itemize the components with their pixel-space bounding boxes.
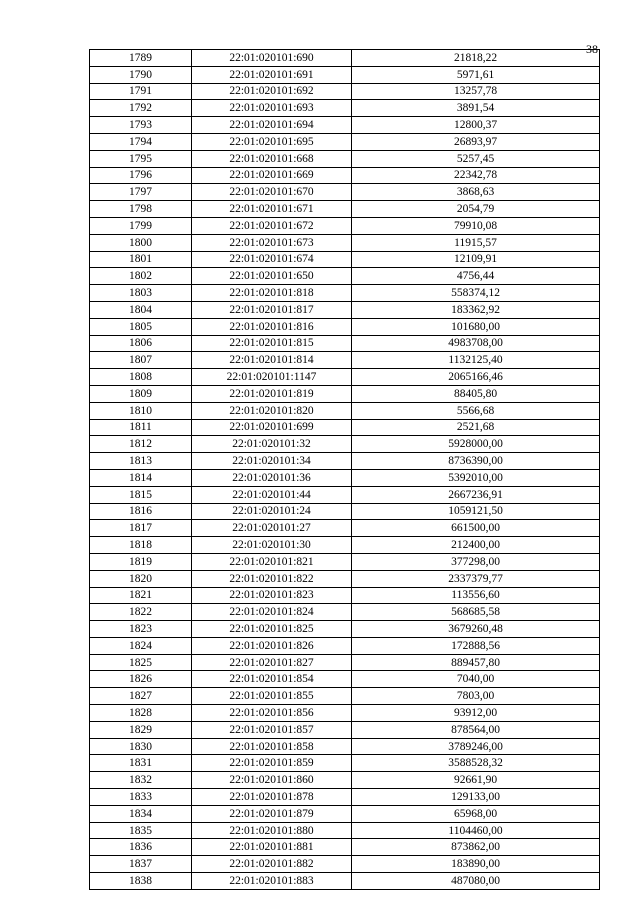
row-number-cell: 1799	[90, 217, 192, 234]
table-row	[90, 100, 600, 117]
table-row	[90, 637, 600, 654]
table-row	[90, 335, 600, 352]
value-cell: 3789246,00	[352, 738, 600, 755]
value-cell: 101680,00	[352, 318, 600, 335]
table-row	[90, 503, 600, 520]
row-number-cell: 1838	[90, 873, 192, 890]
row-number-cell: 1821	[90, 587, 192, 604]
cadastral-number-cell: 22:01:020101:816	[192, 318, 352, 335]
row-number-cell: 1806	[90, 335, 192, 352]
row-number-cell: 1804	[90, 301, 192, 318]
row-number-cell: 1831	[90, 755, 192, 772]
value-cell: 558374,12	[352, 285, 600, 302]
row-number-cell: 1817	[90, 520, 192, 537]
table-row	[90, 822, 600, 839]
cadastral-number-cell: 22:01:020101:699	[192, 419, 352, 436]
value-cell: 487080,00	[352, 873, 600, 890]
table-row	[90, 856, 600, 873]
value-cell: 129133,00	[352, 789, 600, 806]
cadastral-number-cell: 22:01:020101:858	[192, 738, 352, 755]
value-cell: 12109,91	[352, 251, 600, 268]
table-row	[90, 873, 600, 890]
value-cell: 5566,68	[352, 402, 600, 419]
value-cell: 4983708,00	[352, 335, 600, 352]
value-cell: 661500,00	[352, 520, 600, 537]
table-row	[90, 721, 600, 738]
table-row	[90, 167, 600, 184]
row-number-cell: 1828	[90, 705, 192, 722]
cadastral-number-cell: 22:01:020101:674	[192, 251, 352, 268]
row-number-cell: 1835	[90, 822, 192, 839]
value-cell: 11915,57	[352, 234, 600, 251]
value-cell: 1059121,50	[352, 503, 600, 520]
table-row	[90, 234, 600, 251]
cadastral-number-cell: 22:01:020101:817	[192, 301, 352, 318]
table-body	[90, 50, 600, 890]
table-row	[90, 772, 600, 789]
row-number-cell: 1803	[90, 285, 192, 302]
row-number-cell: 1810	[90, 402, 192, 419]
value-cell: 88405,80	[352, 385, 600, 402]
value-cell: 93912,00	[352, 705, 600, 722]
row-number-cell: 1837	[90, 856, 192, 873]
cadastral-number-cell: 22:01:020101:819	[192, 385, 352, 402]
row-number-cell: 1798	[90, 201, 192, 218]
row-number-cell: 1827	[90, 688, 192, 705]
cadastral-number-cell: 22:01:020101:32	[192, 436, 352, 453]
row-number-cell: 1802	[90, 268, 192, 285]
value-cell: 5971,61	[352, 66, 600, 83]
cadastral-number-cell: 22:01:020101:672	[192, 217, 352, 234]
value-cell: 4756,44	[352, 268, 600, 285]
page-number: 38	[586, 42, 598, 56]
row-number-cell: 1789	[90, 50, 192, 67]
row-number-cell: 1824	[90, 637, 192, 654]
cadastral-number-cell: 22:01:020101:881	[192, 839, 352, 856]
table-row	[90, 805, 600, 822]
cadastral-number-cell: 22:01:020101:690	[192, 50, 352, 67]
cadastral-number-cell: 22:01:020101:857	[192, 721, 352, 738]
table-row	[90, 301, 600, 318]
row-number-cell: 1800	[90, 234, 192, 251]
cadastral-number-cell: 22:01:020101:30	[192, 537, 352, 554]
value-cell: 172888,56	[352, 637, 600, 654]
row-number-cell: 1829	[90, 721, 192, 738]
cadastral-number-cell: 22:01:020101:880	[192, 822, 352, 839]
cadastral-number-cell: 22:01:020101:860	[192, 772, 352, 789]
row-number-cell: 1793	[90, 117, 192, 134]
table-row	[90, 385, 600, 402]
value-cell: 889457,80	[352, 654, 600, 671]
value-cell: 26893,97	[352, 133, 600, 150]
cadastral-number-cell: 22:01:020101:824	[192, 604, 352, 621]
table-row	[90, 201, 600, 218]
row-number-cell: 1805	[90, 318, 192, 335]
row-number-cell: 1809	[90, 385, 192, 402]
row-number-cell: 1811	[90, 419, 192, 436]
table-row	[90, 66, 600, 83]
value-cell: 22342,78	[352, 167, 600, 184]
table-row	[90, 251, 600, 268]
table-row	[90, 705, 600, 722]
row-number-cell: 1836	[90, 839, 192, 856]
value-cell: 5257,45	[352, 150, 600, 167]
row-number-cell: 1820	[90, 570, 192, 587]
table-row	[90, 50, 600, 67]
cadastral-number-cell: 22:01:020101:693	[192, 100, 352, 117]
cadastral-number-cell: 22:01:020101:650	[192, 268, 352, 285]
row-number-cell: 1826	[90, 671, 192, 688]
table-row	[90, 537, 600, 554]
row-number-cell: 1795	[90, 150, 192, 167]
value-cell: 92661,90	[352, 772, 600, 789]
value-cell: 7803,00	[352, 688, 600, 705]
value-cell: 2521,68	[352, 419, 600, 436]
value-cell: 1104460,00	[352, 822, 600, 839]
row-number-cell: 1832	[90, 772, 192, 789]
cadastral-number-cell: 22:01:020101:859	[192, 755, 352, 772]
table-row	[90, 553, 600, 570]
value-cell: 212400,00	[352, 537, 600, 554]
row-number-cell: 1819	[90, 553, 192, 570]
row-number-cell: 1833	[90, 789, 192, 806]
cadastral-number-cell: 22:01:020101:36	[192, 469, 352, 486]
row-number-cell: 1816	[90, 503, 192, 520]
cadastral-number-cell: 22:01:020101:821	[192, 553, 352, 570]
value-cell: 1132125,40	[352, 352, 600, 369]
cadastral-number-cell: 22:01:020101:671	[192, 201, 352, 218]
table-row	[90, 621, 600, 638]
cadastral-number-cell: 22:01:020101:668	[192, 150, 352, 167]
cadastral-number-cell: 22:01:020101:882	[192, 856, 352, 873]
cadastral-number-cell: 22:01:020101:691	[192, 66, 352, 83]
row-number-cell: 1794	[90, 133, 192, 150]
table-row	[90, 469, 600, 486]
table-row	[90, 419, 600, 436]
value-cell: 113556,60	[352, 587, 600, 604]
row-number-cell: 1808	[90, 369, 192, 386]
row-number-cell: 1830	[90, 738, 192, 755]
value-cell: 568685,58	[352, 604, 600, 621]
table-row	[90, 352, 600, 369]
value-cell: 183890,00	[352, 856, 600, 873]
value-cell: 2667236,91	[352, 486, 600, 503]
cadastral-number-cell: 22:01:020101:826	[192, 637, 352, 654]
table-row	[90, 184, 600, 201]
cadastral-number-cell: 22:01:020101:878	[192, 789, 352, 806]
value-cell: 3891,54	[352, 100, 600, 117]
cadastral-number-cell: 22:01:020101:27	[192, 520, 352, 537]
row-number-cell: 1815	[90, 486, 192, 503]
table-row	[90, 117, 600, 134]
table-row	[90, 217, 600, 234]
value-cell: 2065166,46	[352, 369, 600, 386]
cadastral-number-cell: 22:01:020101:692	[192, 83, 352, 100]
table-row	[90, 789, 600, 806]
table-row	[90, 268, 600, 285]
table-row	[90, 654, 600, 671]
table-row	[90, 839, 600, 856]
table-row	[90, 688, 600, 705]
value-cell: 79910,08	[352, 217, 600, 234]
cadastral-number-cell: 22:01:020101:823	[192, 587, 352, 604]
value-cell: 3679260,48	[352, 621, 600, 638]
row-number-cell: 1807	[90, 352, 192, 369]
table-row	[90, 486, 600, 503]
row-number-cell: 1814	[90, 469, 192, 486]
table-row	[90, 436, 600, 453]
row-number-cell: 1822	[90, 604, 192, 621]
value-cell: 21818,22	[352, 50, 600, 67]
row-number-cell: 1834	[90, 805, 192, 822]
cadastral-number-cell: 22:01:020101:827	[192, 654, 352, 671]
cadastral-number-cell: 22:01:020101:669	[192, 167, 352, 184]
value-cell: 377298,00	[352, 553, 600, 570]
value-cell: 873862,00	[352, 839, 600, 856]
table-row	[90, 570, 600, 587]
row-number-cell: 1796	[90, 167, 192, 184]
table-row	[90, 738, 600, 755]
row-number-cell: 1813	[90, 453, 192, 470]
value-cell: 12800,37	[352, 117, 600, 134]
table-row	[90, 285, 600, 302]
cadastral-number-cell: 22:01:020101:1147	[192, 369, 352, 386]
row-number-cell: 1790	[90, 66, 192, 83]
cadastral-number-cell: 22:01:020101:855	[192, 688, 352, 705]
value-cell: 5392010,00	[352, 469, 600, 486]
table-row	[90, 604, 600, 621]
value-cell: 65968,00	[352, 805, 600, 822]
table-row	[90, 402, 600, 419]
table-row	[90, 755, 600, 772]
value-cell: 5928000,00	[352, 436, 600, 453]
value-cell: 3868,63	[352, 184, 600, 201]
cadastral-number-cell: 22:01:020101:670	[192, 184, 352, 201]
cadastral-number-cell: 22:01:020101:883	[192, 873, 352, 890]
row-number-cell: 1825	[90, 654, 192, 671]
table-row	[90, 520, 600, 537]
cadastral-number-cell: 22:01:020101:818	[192, 285, 352, 302]
table-row	[90, 318, 600, 335]
row-number-cell: 1797	[90, 184, 192, 201]
cadastral-number-cell: 22:01:020101:814	[192, 352, 352, 369]
cadastral-number-cell: 22:01:020101:879	[192, 805, 352, 822]
table-row	[90, 671, 600, 688]
row-number-cell: 1792	[90, 100, 192, 117]
row-number-cell: 1823	[90, 621, 192, 638]
parcel-table	[89, 49, 600, 890]
cadastral-number-cell: 22:01:020101:673	[192, 234, 352, 251]
value-cell: 3588528,32	[352, 755, 600, 772]
cadastral-number-cell: 22:01:020101:694	[192, 117, 352, 134]
cadastral-number-cell: 22:01:020101:856	[192, 705, 352, 722]
table-row	[90, 150, 600, 167]
cadastral-number-cell: 22:01:020101:815	[192, 335, 352, 352]
value-cell: 13257,78	[352, 83, 600, 100]
row-number-cell: 1801	[90, 251, 192, 268]
row-number-cell: 1791	[90, 83, 192, 100]
value-cell: 878564,00	[352, 721, 600, 738]
cadastral-number-cell: 22:01:020101:854	[192, 671, 352, 688]
table-row	[90, 453, 600, 470]
cadastral-number-cell: 22:01:020101:24	[192, 503, 352, 520]
value-cell: 183362,92	[352, 301, 600, 318]
cadastral-number-cell: 22:01:020101:825	[192, 621, 352, 638]
cadastral-number-cell: 22:01:020101:34	[192, 453, 352, 470]
row-number-cell: 1812	[90, 436, 192, 453]
table-row	[90, 83, 600, 100]
table-row	[90, 133, 600, 150]
value-cell: 8736390,00	[352, 453, 600, 470]
value-cell: 2054,79	[352, 201, 600, 218]
cadastral-number-cell: 22:01:020101:44	[192, 486, 352, 503]
table-row	[90, 587, 600, 604]
row-number-cell: 1818	[90, 537, 192, 554]
value-cell: 2337379,77	[352, 570, 600, 587]
cadastral-number-cell: 22:01:020101:820	[192, 402, 352, 419]
cadastral-number-cell: 22:01:020101:695	[192, 133, 352, 150]
value-cell: 7040,00	[352, 671, 600, 688]
cadastral-number-cell: 22:01:020101:822	[192, 570, 352, 587]
table-row	[90, 369, 600, 386]
